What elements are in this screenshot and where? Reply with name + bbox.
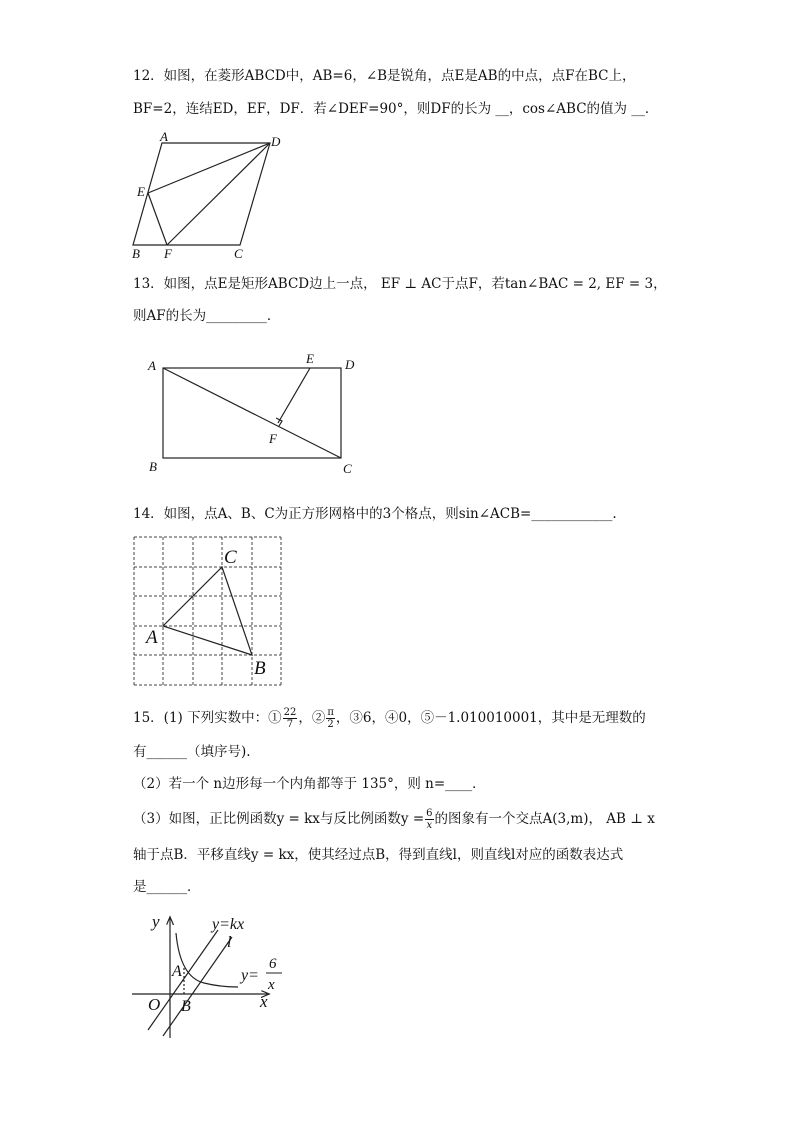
label-line-kx: y=kx [212, 916, 245, 933]
label-a: A [160, 129, 168, 144]
q12-rhombus-figure [128, 130, 298, 265]
q13-line1: 13．如图，点E是矩形ABCD边上一点， EF ⊥ AC于点F，若tan∠BAC = 2, EF = 3， [133, 276, 667, 292]
q12-line1: 12．如图，在菱形ABCD中，AB=6，∠B是锐角，点E是AB的中点，点F在BC上， [133, 68, 636, 84]
diagonal-ac [163, 368, 341, 458]
label-e: E [306, 351, 314, 366]
label-hyp-pre: y= [241, 967, 259, 984]
label-point-b: B [181, 998, 191, 1015]
q13-line2: 则AF的长为_________． [133, 308, 281, 324]
q15-part1-line1 [133, 706, 646, 730]
label-c: C [224, 547, 237, 568]
q15-part3-line2: 轴于点B．平移直线y = kx，使其经过点B，得到直线l，则直线l对应的函数表达式 [133, 847, 624, 863]
label-hyp-den: x [268, 977, 275, 993]
q13-rectangle-figure [145, 350, 360, 480]
rhombus-abcd [133, 143, 270, 245]
q15-p1-mid1: ，② [298, 710, 326, 726]
fraction-pi-2: $\frac{\pi}{2}$ [327, 707, 334, 730]
label-f: F [269, 431, 277, 446]
label-b: B [254, 658, 266, 679]
label-line-l: l [227, 934, 232, 951]
segment-ed [148, 143, 270, 193]
q15-p1-pre: 15．(1) 下列实数中：① [133, 710, 282, 726]
q15-part2: （2）若一个 n边形每一个内角都等于 135°，则 n=____． [133, 776, 486, 792]
q15-part1-line2: 有______（填序号). [133, 744, 251, 760]
fraction-6-x: $\frac{6}{x}$ [426, 808, 433, 831]
line-y-kx [148, 930, 218, 1030]
label-f: F [164, 246, 172, 261]
q12-line2: BF=2，连结ED，EF，DF．若∠DEF=90°，则DF的长为 __，cos∠ABC的值为 __． [133, 101, 659, 117]
segment-ef [278, 368, 310, 423]
label-b: B [132, 246, 140, 261]
segment-ef [148, 193, 167, 245]
q15-p3-pre: （3）如图，正比例函数y = kx与反比例函数y = [133, 811, 425, 827]
label-x-axis: x [260, 992, 268, 1011]
q14-grid-figure [130, 532, 290, 692]
label-origin: O [148, 995, 161, 1014]
label-b: B [149, 459, 157, 474]
label-e: E [137, 184, 145, 199]
label-c: C [343, 461, 352, 476]
q15-function-graph [128, 905, 298, 1045]
triangle-abc [163, 567, 252, 655]
label-y-axis: y [152, 912, 160, 931]
label-d: D [345, 357, 355, 372]
label-d: D [271, 134, 281, 149]
q15-part3-line1 [133, 807, 655, 831]
q15-p3-post: 的图象有一个交点A(3,m)， AB ⊥ x [434, 811, 655, 827]
label-c: C [234, 246, 243, 261]
label-a: A [146, 627, 158, 648]
fraction-22-7: $\frac{22}{7}$ [283, 707, 297, 730]
q15-p1-mid2: ，③6，④0，⑤－1.010010001，其中是无理数的 [335, 710, 646, 726]
q15-part3-line3: 是______． [133, 879, 201, 895]
label-hyp-num: 6 [269, 956, 277, 972]
q14-line1: 14．如图，点A、B、C为正方形网格中的3个格点，则sin∠ACB=____________. [133, 506, 617, 522]
label-point-a: A [172, 963, 182, 980]
label-a: A [148, 358, 156, 373]
